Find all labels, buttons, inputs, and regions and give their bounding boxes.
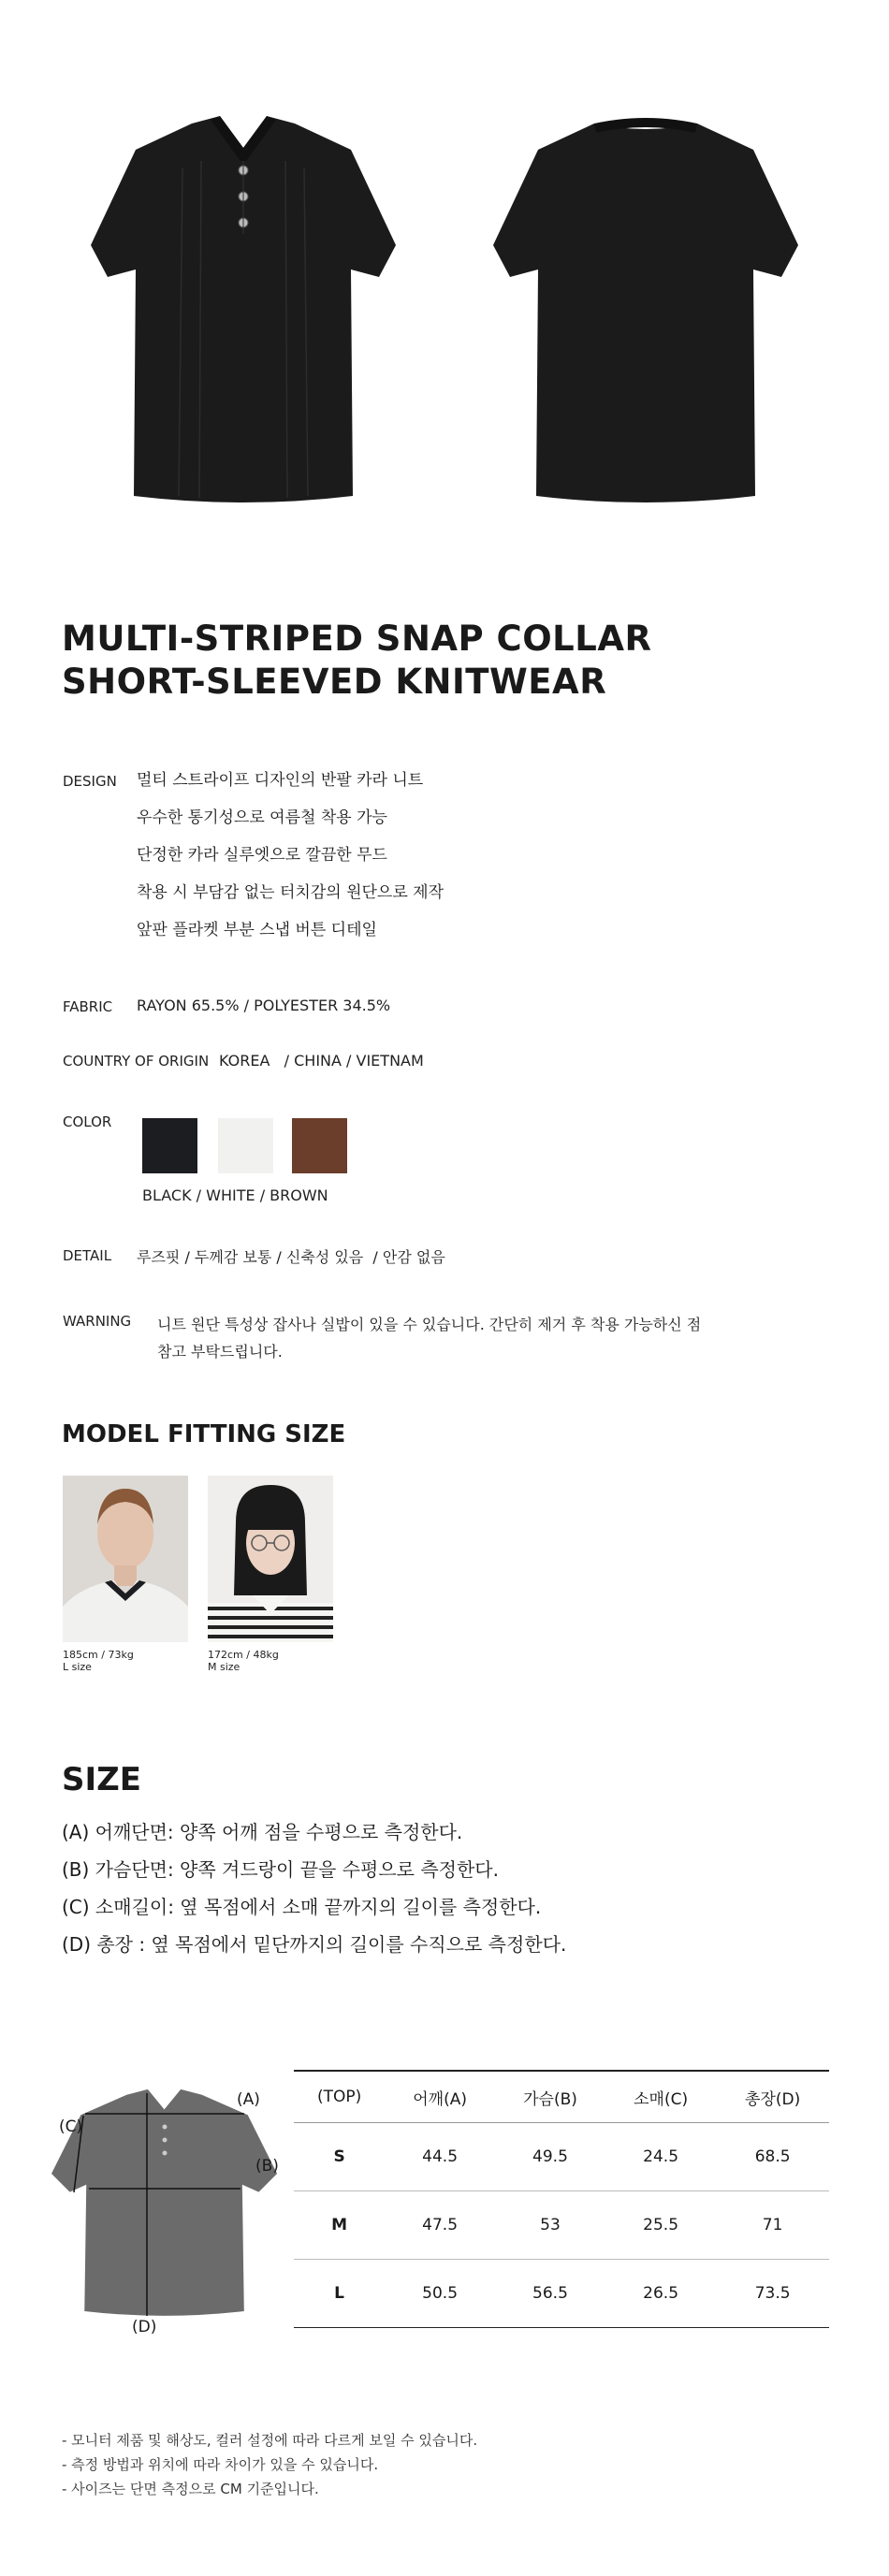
- table-cell: 56.5: [495, 2260, 605, 2328]
- model-size: L size: [63, 1661, 92, 1673]
- table-cell: 26.5: [605, 2260, 716, 2328]
- table-cell: 68.5: [716, 2123, 829, 2191]
- diagram-label-a: (A): [237, 2090, 260, 2109]
- size-table-header-cell: 소매(C): [605, 2071, 716, 2123]
- size-table-header-cell: 총장(D): [716, 2071, 829, 2123]
- size-title: SIZE: [62, 1761, 142, 1798]
- design-line: 앞판 플라켓 부분 스냅 버튼 디테일: [137, 921, 377, 939]
- table-cell: 47.5: [385, 2191, 495, 2260]
- size-table-header-cell: 가슴(B): [495, 2071, 605, 2123]
- model-fitting-title: MODEL FITTING SIZE: [62, 1420, 346, 1448]
- size-table: [294, 2070, 829, 2328]
- model-photo-female: [208, 1476, 333, 1642]
- design-line: 멀티 스트라이프 디자인의 반팔 카라 니트: [137, 771, 424, 790]
- color-label: COLOR: [63, 1113, 112, 1130]
- table-cell: 50.5: [385, 2260, 495, 2328]
- design-label: DESIGN: [63, 773, 117, 790]
- model-stats: 185cm / 73kg: [63, 1649, 134, 1661]
- size-note: (A) 어깨단면: 양쪽 어깨 점을 수평으로 측정한다.: [62, 1821, 463, 1843]
- warning-label: WARNING: [63, 1313, 132, 1330]
- model-caption-female: [208, 1649, 279, 1673]
- table-cell: 25.5: [605, 2191, 716, 2260]
- diagram-label-c: (C): [59, 2118, 83, 2136]
- product-image-back: [482, 103, 809, 515]
- color-swatch-white: [218, 1118, 273, 1173]
- origin-label: COUNTRY OF ORIGIN: [63, 1053, 210, 1070]
- model-caption-male: [63, 1649, 134, 1673]
- model-stats: 172cm / 48kg: [208, 1649, 279, 1661]
- product-title-line2: SHORT-SLEEVED KNITWEAR: [62, 662, 607, 702]
- fabric-label: FABRIC: [63, 998, 113, 1015]
- model-size: M size: [208, 1661, 240, 1673]
- color-swatch-black: [142, 1118, 197, 1173]
- design-description: [137, 762, 444, 949]
- detail-value: 루즈핏 / 두께감 보통 / 신축성 있음 / 안감 없음: [137, 1248, 445, 1266]
- footer-note: - 모니터 제품 및 해상도, 컬러 설정에 따라 다르게 보일 수 있습니다.: [62, 2432, 478, 2449]
- product-image-front: [80, 103, 407, 515]
- size-table-header-cell: 어깨(A): [385, 2071, 495, 2123]
- size-label: M: [294, 2191, 385, 2260]
- footer-note: - 사이즈는 단면 측정으로 CM 기준입니다.: [62, 2481, 319, 2497]
- design-line: 단정한 카라 실루엣으로 깔끔한 무드: [137, 846, 387, 865]
- diagram-label-b: (B): [255, 2157, 279, 2176]
- size-note: (B) 가슴단면: 양쪽 겨드랑이 끝을 수평으로 측정한다.: [62, 1858, 499, 1881]
- table-cell: 49.5: [495, 2123, 605, 2191]
- size-table-header-cell: (TOP): [294, 2071, 385, 2123]
- product-title-line1: MULTI-STRIPED SNAP COLLAR: [62, 619, 652, 659]
- table-cell: 44.5: [385, 2123, 495, 2191]
- footer-notes: [62, 2428, 477, 2501]
- fabric-value: RAYON 65.5% / POLYESTER 34.5%: [137, 997, 391, 1014]
- color-names: BLACK / WHITE / BROWN: [142, 1186, 328, 1204]
- table-row: [294, 2191, 829, 2260]
- table-cell: 73.5: [716, 2260, 829, 2328]
- detail-label: DETAIL: [63, 1247, 112, 1264]
- design-line: 착용 시 부담감 없는 터치감의 원단으로 제작: [137, 883, 444, 902]
- diagram-label-d: (D): [132, 2318, 157, 2336]
- size-table-header: [294, 2071, 829, 2123]
- color-swatch-brown: [292, 1118, 347, 1173]
- size-label: L: [294, 2260, 385, 2328]
- warning-text: [157, 1311, 701, 1365]
- size-note: (C) 소매길이: 옆 목점에서 소매 끝까지의 길이를 측정한다.: [62, 1896, 542, 1918]
- design-line: 우수한 통기성으로 여름철 착용 가능: [137, 808, 387, 827]
- warning-line: 참고 부탁드립니다.: [157, 1343, 283, 1361]
- table-cell: 71: [716, 2191, 829, 2260]
- measurement-diagram: [51, 2082, 281, 2335]
- size-measure-notes: [62, 1813, 566, 1963]
- table-cell: 24.5: [605, 2123, 716, 2191]
- origin-value: KOREA / CHINA / VIETNAM: [219, 1052, 424, 1070]
- table-row: [294, 2123, 829, 2191]
- size-note: (D) 총장 : 옆 목점에서 밑단까지의 길이를 수직으로 측정한다.: [62, 1933, 567, 1956]
- warning-line: 니트 원단 특성상 잡사나 실밥이 있을 수 있습니다. 간단히 제거 후 착용 가능하신 점: [157, 1316, 702, 1333]
- table-row: [294, 2260, 829, 2328]
- model-photo-male: [63, 1476, 188, 1642]
- product-title: [62, 618, 651, 704]
- size-label: S: [294, 2123, 385, 2191]
- footer-note: - 측정 방법과 위치에 따라 차이가 있을 수 있습니다.: [62, 2456, 379, 2473]
- table-cell: 53: [495, 2191, 605, 2260]
